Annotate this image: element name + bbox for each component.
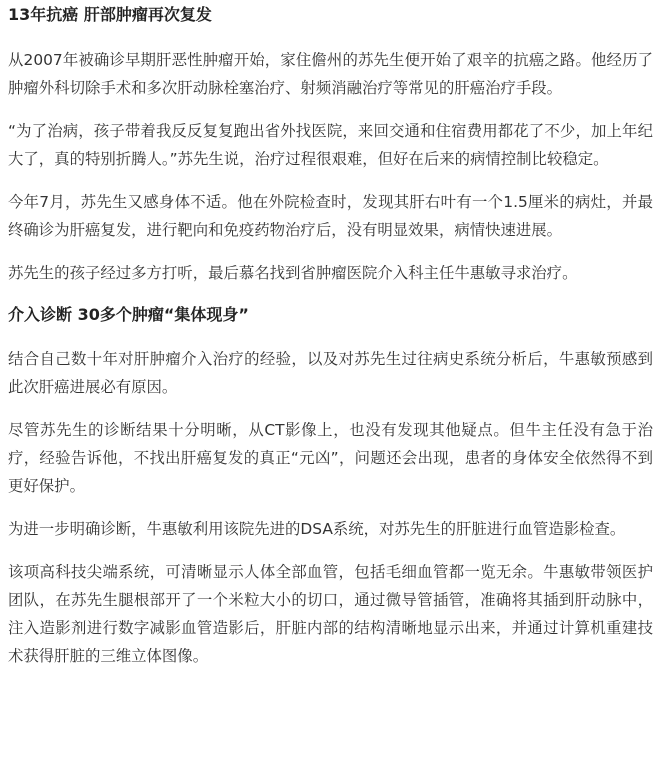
section-heading-diagnosis: 介入诊断 30多个肿瘤“集体现身” [8,305,249,324]
paragraph: 尽管苏先生的诊断结果十分明晰，从CT影像上，也没有发现其他疑点。但牛主任没有急于治疗，经验告诉他，不找出肝癌复发的真正“元凶”，问题还会出现，患者的身体安全依然得不到更好保护。 [8,421,653,495]
paragraph: 结合自己数十年对肝肿瘤介入治疗的经验，以及对苏先生过往病史系统分析后，牛惠敏预感到此次肝癌进展必有原因。 [8,350,653,396]
paragraph: “为了治病，孩子带着我反反复复跑出省外找医院，来回交通和住宿费用都花了不少，加上年纪大了，真的特别折腾人。”苏先生说，治疗过程很艰难，但好在后来的病情控制比较稳定。 [8,122,653,168]
section-heading-relapse: 13年抗癌 肝部肿瘤再次复发 [8,5,212,24]
article-body [8,0,653,670]
paragraph: 今年7月，苏先生又感身体不适。他在外院检查时，发现其肝右叶有一个1.5厘米的病灶，并最终确诊为肝癌复发，进行靶向和免疫药物治疗后，没有明显效果，病情快速进展。 [8,193,653,239]
paragraph: 该项高科技尖端系统，可清晰显示人体全部血管，包括毛细血管都一览无余。牛惠敏带领医护团队，在苏先生腿根部开了一个米粒大小的切口，通过微导管插管，准确将其插到肝动脉中，注入造影剂进行数字减影血管造影后，肝脏内部的结构清晰地显示出来，并通过计算机重建技术获得肝脏的三维立体图像。 [8,563,653,665]
paragraph: 为进一步明确诊断，牛惠敏利用该院先进的DSA系统，对苏先生的肝脏进行血管造影检查。 [8,520,626,538]
paragraph: 从2007年被确诊早期肝恶性肿瘤开始，家住儋州的苏先生便开始了艰辛的抗癌之路。他经历了肿瘤外科切除手术和多次肝动脉栓塞治疗、射频消融治疗等常见的肝癌治疗手段。 [8,51,653,97]
paragraph: 苏先生的孩子经过多方打听，最后慕名找到省肿瘤医院介入科主任牛惠敏寻求治疗。 [8,264,578,282]
